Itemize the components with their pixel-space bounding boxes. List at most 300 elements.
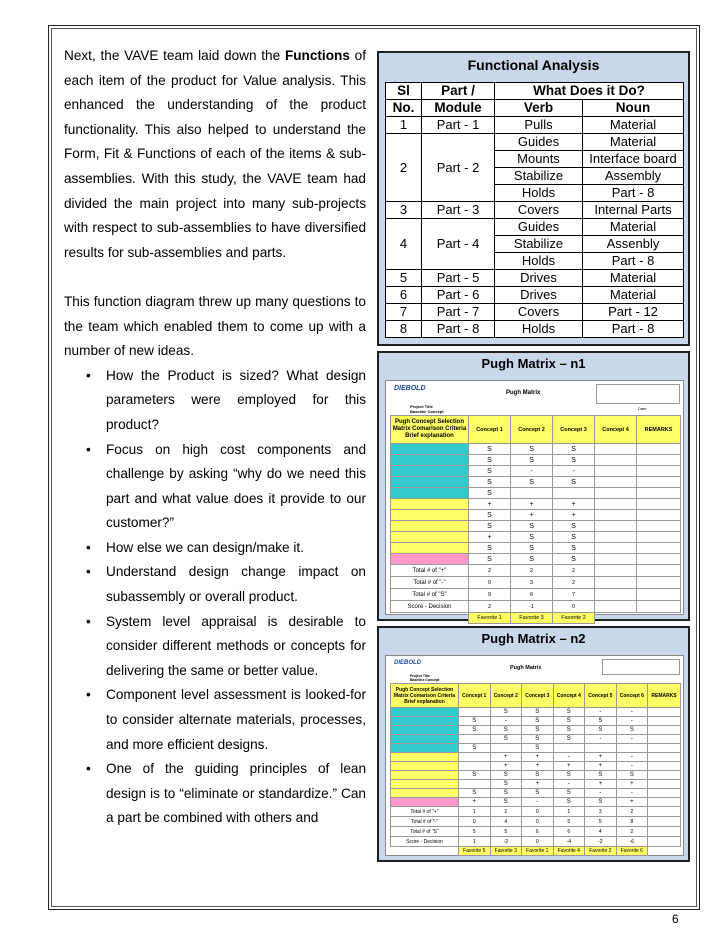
remarks-cell	[637, 499, 681, 510]
total-row	[391, 589, 681, 601]
bullet-icon: •	[86, 687, 91, 703]
body-text-column	[64, 44, 366, 831]
remarks-cell	[637, 477, 681, 488]
total-value: 0	[459, 817, 491, 827]
remarks-cell	[637, 554, 681, 565]
pugh-n1-concept-1: Concept 1	[469, 416, 511, 444]
rating-cell: S	[553, 521, 595, 532]
pugh-n2-info-box	[602, 659, 680, 675]
rating-cell: -	[511, 466, 553, 477]
rating-cell: S	[490, 708, 522, 717]
rating-cell: S	[459, 789, 491, 798]
sl-cell: 4	[386, 219, 422, 270]
rating-cell: -	[616, 789, 648, 798]
verb-cell: Holds	[495, 185, 583, 202]
rating-cell: S	[553, 532, 595, 543]
noun-cell: Assembly	[583, 168, 684, 185]
question-text: System level appraisal is desirable to consider different methods or concepts for delivering the same or better value.	[106, 613, 366, 678]
total-value: -4	[553, 837, 585, 847]
rating-cell	[595, 532, 637, 543]
rating-cell	[595, 455, 637, 466]
favorite-cell: Favorite 1	[522, 847, 554, 856]
rating-cell: S	[490, 735, 522, 744]
rating-cell	[595, 477, 637, 488]
criteria-row	[391, 708, 681, 717]
favorite-cell: Favorite 3	[511, 613, 553, 624]
favorite-cell: Favorite 1	[469, 613, 511, 624]
total-value: 2	[511, 565, 553, 577]
criteria-cell	[391, 789, 459, 798]
rating-cell: S	[511, 444, 553, 455]
rating-cell	[459, 708, 491, 717]
sl-cell: 3	[386, 202, 422, 219]
rating-cell	[616, 744, 648, 753]
total-row	[391, 601, 681, 613]
rating-cell: S	[459, 771, 491, 780]
total-value: -6	[616, 837, 648, 847]
rating-cell: S	[469, 466, 511, 477]
pugh-n2-project-title: Project Title	[410, 674, 430, 678]
pugh-n1-date: Date	[638, 406, 647, 411]
total-row	[391, 577, 681, 589]
total-value: -2	[585, 837, 617, 847]
header-module: Module	[422, 100, 495, 117]
bullet-icon: •	[86, 761, 91, 777]
rating-cell: S	[553, 726, 585, 735]
rating-cell: S	[585, 717, 617, 726]
rating-cell: -	[616, 762, 648, 771]
rating-cell: S	[553, 554, 595, 565]
remarks-cell	[648, 807, 681, 817]
total-value: 8	[616, 817, 648, 827]
header-what: What Does it Do?	[495, 83, 684, 100]
rating-cell	[595, 488, 637, 499]
remarks-cell	[648, 708, 681, 717]
total-value: -2	[490, 837, 522, 847]
favorite-cell: Favorite 3	[490, 847, 522, 856]
rating-cell	[585, 744, 617, 753]
function-row	[386, 270, 684, 287]
total-value: 1	[459, 837, 491, 847]
rating-cell: S	[553, 543, 595, 554]
functional-analysis-panel	[377, 51, 690, 346]
verb-cell: Covers	[495, 304, 583, 321]
intro-paragraph: Next, the VAVE team laid down the Functions of each item of the product for Value analysis. This enhanced the understanding of the product functionality. This also helped to understand the Form, Fit & Functions of each of the items & sub-assemblies. With this study, the VAVE team had divided the main project into many sub-projects with respect to sub-assemblies to have diversified results for sub-assemblies and parts.	[64, 48, 366, 260]
rating-cell: +	[459, 798, 491, 807]
rating-cell: S	[511, 532, 553, 543]
rating-cell: +	[585, 780, 617, 789]
verb-cell: Pulls	[495, 117, 583, 134]
rating-cell: S	[522, 708, 554, 717]
rating-cell: +	[522, 753, 554, 762]
criteria-cell	[391, 532, 469, 543]
part-cell: Part - 7	[422, 304, 495, 321]
criteria-cell	[391, 499, 469, 510]
total-value: 2	[616, 827, 648, 837]
rating-cell: S	[553, 735, 585, 744]
rating-cell: -	[585, 735, 617, 744]
part-cell: Part - 6	[422, 287, 495, 304]
criteria-row	[391, 532, 681, 543]
verb-cell: Mounts	[495, 151, 583, 168]
rating-cell: S	[553, 717, 585, 726]
total-label: Total # of "S"	[391, 589, 469, 601]
favorite-row	[391, 613, 681, 624]
rating-cell: S	[522, 735, 554, 744]
question-text: How the Product is sized? What design parameters were employed for this product?	[106, 367, 366, 432]
criteria-row	[391, 762, 681, 771]
rating-cell	[595, 554, 637, 565]
rating-cell: -	[585, 708, 617, 717]
total-value: 5	[459, 827, 491, 837]
rating-cell: S	[459, 744, 491, 753]
question-item	[64, 610, 366, 684]
total-value: 6	[522, 827, 554, 837]
noun-cell: Material	[583, 219, 684, 236]
total-value: 3	[585, 807, 617, 817]
total-value: 2	[553, 577, 595, 589]
favorite-row	[391, 847, 681, 856]
functional-analysis-table	[385, 82, 684, 338]
sl-cell: 1	[386, 117, 422, 134]
verb-cell: Covers	[495, 202, 583, 219]
favorite-cell	[595, 613, 637, 624]
question-item	[64, 560, 366, 609]
remarks-cell	[648, 735, 681, 744]
rating-cell	[595, 543, 637, 554]
rating-cell: S	[511, 477, 553, 488]
total-value: 0	[522, 817, 554, 827]
favorite-label	[391, 613, 469, 624]
remarks-cell	[637, 488, 681, 499]
remarks-cell	[637, 521, 681, 532]
noun-cell: Material	[583, 287, 684, 304]
remarks-cell	[637, 455, 681, 466]
rating-cell: +	[522, 762, 554, 771]
total-label: Total # of "-"	[391, 577, 469, 589]
rating-cell: S	[585, 798, 617, 807]
total-value	[595, 589, 637, 601]
rating-cell: S	[490, 726, 522, 735]
criteria-row	[391, 477, 681, 488]
function-row	[386, 287, 684, 304]
rating-cell: S	[585, 726, 617, 735]
verb-cell: Stabilize	[495, 168, 583, 185]
pugh-n1-title: Pugh Matrix – n1	[377, 351, 690, 375]
question-text: Focus on high cost components and challenge by asking “why do we need this part and what value does it provide to our customer?”	[106, 441, 366, 531]
rating-cell: S	[469, 455, 511, 466]
question-text: Understand design change impact on subassembly or overall product.	[106, 564, 366, 605]
total-value: 6	[511, 589, 553, 601]
remarks-cell	[648, 817, 681, 827]
verb-cell: Holds	[495, 253, 583, 270]
criteria-cell	[391, 488, 469, 499]
rating-cell	[490, 744, 522, 753]
bullet-icon: •	[86, 564, 91, 580]
rating-cell: S	[490, 771, 522, 780]
noun-cell: Part - 8	[583, 321, 684, 338]
pugh-n2-concept-6: Concept 6	[616, 684, 648, 708]
criteria-row	[391, 780, 681, 789]
rating-cell	[553, 488, 595, 499]
rating-cell: S	[553, 477, 595, 488]
rating-cell: S	[511, 554, 553, 565]
pugh-n1-sheet-title: Pugh Matrix	[506, 390, 541, 396]
total-value: 9	[469, 589, 511, 601]
rating-cell: S	[522, 744, 554, 753]
rating-cell: +	[553, 762, 585, 771]
rating-cell	[459, 753, 491, 762]
rating-cell: +	[511, 499, 553, 510]
rating-cell: S	[469, 510, 511, 521]
rating-cell: S	[511, 543, 553, 554]
pugh-n1-logo: DIEBOLD	[394, 385, 426, 392]
noun-cell: Material	[583, 117, 684, 134]
noun-cell: Part - 8	[583, 253, 684, 270]
remarks-cell	[648, 717, 681, 726]
rating-cell: +	[616, 798, 648, 807]
rating-cell	[459, 780, 491, 789]
rating-cell: S	[553, 444, 595, 455]
pugh-n2-concept-4: Concept 4	[553, 684, 585, 708]
total-value: 2	[469, 601, 511, 613]
remarks-cell	[648, 771, 681, 780]
remarks-cell	[648, 827, 681, 837]
total-value: 0	[469, 577, 511, 589]
noun-cell: Material	[583, 134, 684, 151]
rating-cell: S	[616, 771, 648, 780]
rating-cell: +	[469, 532, 511, 543]
rating-cell: -	[616, 753, 648, 762]
function-row	[386, 304, 684, 321]
pugh-n2-table	[390, 683, 681, 856]
bullet-icon: •	[86, 441, 91, 457]
criteria-row	[391, 789, 681, 798]
total-value: 0	[522, 837, 554, 847]
total-value: 5	[490, 827, 522, 837]
rating-cell	[595, 466, 637, 477]
criteria-row	[391, 771, 681, 780]
part-cell: Part - 1	[422, 117, 495, 134]
rating-cell: S	[469, 521, 511, 532]
rating-cell: +	[553, 510, 595, 521]
favorite-cell: Favorite 2	[585, 847, 617, 856]
criteria-cell	[391, 466, 469, 477]
total-value: 0	[553, 601, 595, 613]
criteria-row	[391, 717, 681, 726]
bullet-icon: •	[86, 367, 91, 383]
sl-cell: 7	[386, 304, 422, 321]
remarks-cell	[637, 543, 681, 554]
criteria-cell	[391, 554, 469, 565]
total-value: 7	[553, 589, 595, 601]
question-text: How else we can design/make it.	[106, 539, 304, 555]
rating-cell	[595, 521, 637, 532]
rating-cell: S	[469, 554, 511, 565]
rating-cell: S	[511, 455, 553, 466]
verb-cell: Drives	[495, 287, 583, 304]
total-label: Total # of "S"	[391, 827, 459, 837]
rating-cell: S	[490, 789, 522, 798]
rating-cell: S	[469, 444, 511, 455]
criteria-cell	[391, 798, 459, 807]
total-value	[595, 577, 637, 589]
criteria-row	[391, 753, 681, 762]
criteria-row	[391, 488, 681, 499]
criteria-cell	[391, 477, 469, 488]
remarks-cell	[637, 466, 681, 477]
total-label: Score - Decision	[391, 601, 469, 613]
pugh-n1-baseline: Baseline Concept	[410, 409, 444, 414]
noun-cell: Internal Parts	[583, 202, 684, 219]
noun-cell: Interface board	[583, 151, 684, 168]
part-cell: Part - 5	[422, 270, 495, 287]
rating-cell	[553, 744, 585, 753]
rating-cell: S	[585, 771, 617, 780]
total-row	[391, 827, 681, 837]
favorite-cell: Favorite 4	[553, 847, 585, 856]
rating-cell: S	[490, 780, 522, 789]
criteria-row	[391, 543, 681, 554]
function-diagram-paragraph: This function diagram threw up many questions to the team which enabled them to come up with a number of new ideas.	[64, 293, 366, 359]
total-value	[595, 565, 637, 577]
pugh-n1-concept-4: Concept 4	[595, 416, 637, 444]
remarks-cell	[648, 744, 681, 753]
pugh-n2-criteria-header: Pugh Concept Selection Matrix Comarison Criteria Brief explanation	[391, 684, 459, 708]
rating-cell: -	[522, 798, 554, 807]
sl-cell: 6	[386, 287, 422, 304]
pugh-n1-criteria-header: Pugh Concept Selection Matrix Comarison Criteria Brief explanation	[391, 416, 469, 444]
bullet-icon: •	[86, 539, 91, 555]
remarks-cell	[637, 565, 681, 577]
remarks-cell	[648, 780, 681, 789]
criteria-cell	[391, 444, 469, 455]
remarks-cell	[637, 589, 681, 601]
total-value: 3	[511, 577, 553, 589]
favorite-cell: Favorite 2	[553, 613, 595, 624]
total-row	[391, 837, 681, 847]
part-cell: Part - 2	[422, 134, 495, 202]
rating-cell: S	[459, 726, 491, 735]
question-item	[64, 438, 366, 536]
rating-cell: -	[585, 789, 617, 798]
question-item	[64, 364, 366, 438]
remarks-cell	[637, 510, 681, 521]
criteria-row	[391, 466, 681, 477]
noun-cell: Part - 12	[583, 304, 684, 321]
pugh-n1-concept-3: Concept 3	[553, 416, 595, 444]
functional-analysis-title: Functional Analysis	[379, 53, 688, 78]
header-part: Part /	[422, 83, 495, 100]
criteria-cell	[391, 708, 459, 717]
remarks-cell	[648, 753, 681, 762]
part-cell: Part - 4	[422, 219, 495, 270]
criteria-row	[391, 798, 681, 807]
header-verb: Verb	[495, 100, 583, 117]
function-row	[386, 202, 684, 219]
total-value: 1	[553, 807, 585, 817]
remarks-cell	[637, 444, 681, 455]
pugh-n2-remarks: REMARKS	[648, 684, 681, 708]
remarks-cell	[637, 577, 681, 589]
sl-cell: 8	[386, 321, 422, 338]
rating-cell	[595, 499, 637, 510]
header-sl-no: No.	[386, 100, 422, 117]
pugh-n1-sheet	[385, 380, 684, 621]
remarks-cell	[648, 798, 681, 807]
question-list	[64, 364, 366, 831]
remarks-cell	[637, 613, 681, 624]
function-row	[386, 117, 684, 134]
rating-cell: -	[553, 753, 585, 762]
part-cell: Part - 3	[422, 202, 495, 219]
rating-cell: -	[553, 466, 595, 477]
criteria-row	[391, 521, 681, 532]
rating-cell: S	[553, 771, 585, 780]
rating-cell: S	[553, 798, 585, 807]
remarks-cell	[648, 847, 681, 856]
pugh-n1-concept-2: Concept 2	[511, 416, 553, 444]
pugh-n1-project-title: Project Title	[410, 404, 433, 409]
favorite-label	[391, 847, 459, 856]
question-item	[64, 683, 366, 757]
criteria-cell	[391, 753, 459, 762]
rating-cell: +	[511, 510, 553, 521]
pugh-n1-table	[390, 415, 681, 624]
function-row	[386, 321, 684, 338]
rating-cell: S	[469, 488, 511, 499]
total-label: Total # of "+"	[391, 565, 469, 577]
rating-cell: -	[553, 780, 585, 789]
criteria-cell	[391, 744, 459, 753]
remarks-cell	[637, 532, 681, 543]
criteria-cell	[391, 780, 459, 789]
noun-cell: Part - 8	[583, 185, 684, 202]
rating-cell: S	[469, 543, 511, 554]
criteria-row	[391, 726, 681, 735]
pugh-n2-concept-3: Concept 3	[522, 684, 554, 708]
rating-cell: +	[585, 762, 617, 771]
pugh-n1-remarks: REMARKS	[637, 416, 681, 444]
criteria-cell	[391, 771, 459, 780]
total-value: 0	[522, 807, 554, 817]
total-value: 2	[553, 565, 595, 577]
criteria-cell	[391, 543, 469, 554]
rating-cell: +	[490, 762, 522, 771]
total-value: 5	[585, 817, 617, 827]
page-number: 6	[672, 912, 679, 926]
rating-cell: S	[553, 789, 585, 798]
total-row	[391, 807, 681, 817]
rating-cell: S	[553, 455, 595, 466]
pugh-n2-concept-2: Concept 2	[490, 684, 522, 708]
total-value: 2	[490, 807, 522, 817]
part-cell: Part - 8	[422, 321, 495, 338]
rating-cell: S	[459, 717, 491, 726]
question-text: Component level assessment is looked-for to consider alternate materials, processes, and more efficient designs.	[106, 687, 366, 752]
rating-cell: +	[469, 499, 511, 510]
pugh-n2-sheet-title: Pugh Matrix	[510, 665, 542, 671]
rating-cell: +	[522, 780, 554, 789]
total-value: 6	[553, 827, 585, 837]
total-row	[391, 817, 681, 827]
total-value	[595, 601, 637, 613]
pugh-n2-baseline: Baseline Concept	[410, 678, 440, 682]
total-value: 4	[585, 827, 617, 837]
criteria-row	[391, 499, 681, 510]
rating-cell: +	[585, 753, 617, 762]
total-value: 5	[553, 817, 585, 827]
